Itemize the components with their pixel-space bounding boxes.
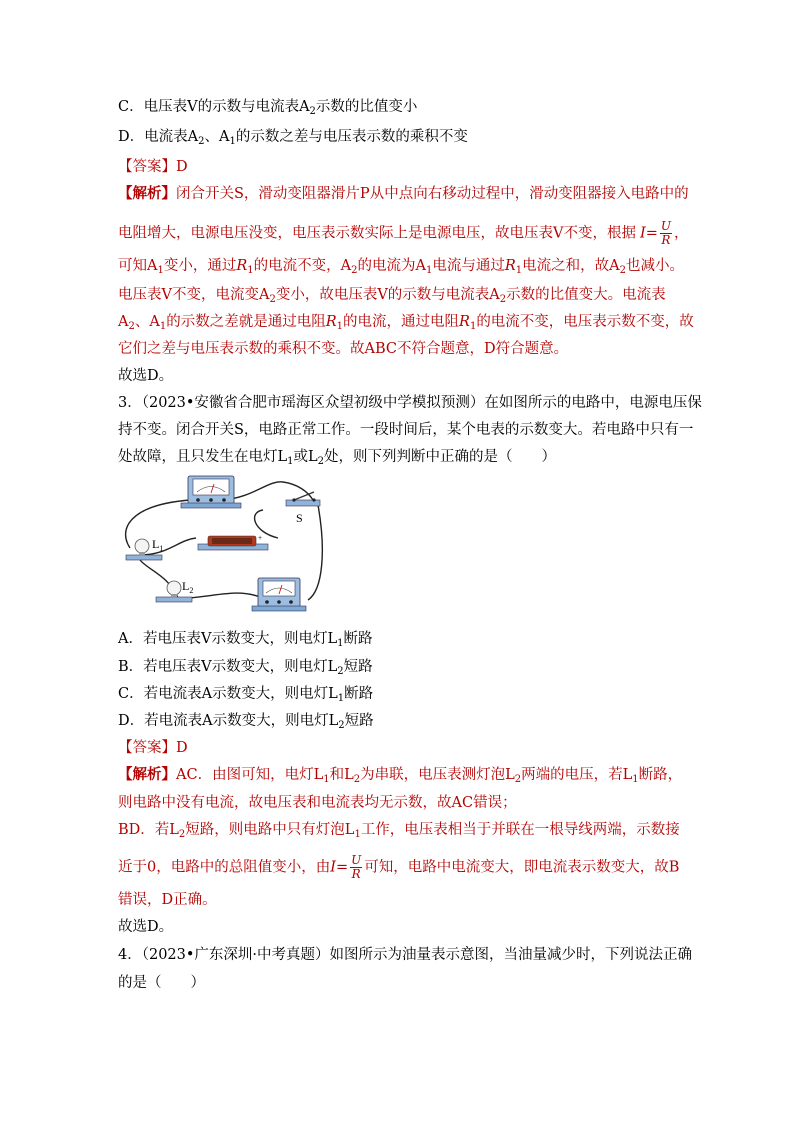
circuit-diagram xyxy=(118,470,328,615)
switch-label: S xyxy=(296,511,303,525)
q2-analysis-line-3: 可知$A_1$变小，通过$R_1$的电流不变，$A_2$的电流为$A_1$电流与通过$R_1$电流之和，故$A_2$也减小。 xyxy=(118,258,685,276)
q3-option-d: D．若电流表A示数变大，则电灯$L_2$短路 xyxy=(118,713,374,731)
q2-analysis-line-6: 它们之差与电压表示数的乘积不变。故ABC不符合题意，D符合题意。 xyxy=(118,341,569,357)
lamp-l1-label: $L_1$ xyxy=(152,537,164,553)
svg-text:+: + xyxy=(258,535,263,542)
battery xyxy=(198,535,268,550)
switch xyxy=(286,492,320,506)
q3-stem-line-1: 3．（2023•安徽省合肥市瑶海区众望初级中学模拟预测）在如图所示的电路中，电源电压保 xyxy=(118,395,702,411)
q2-choose: 故选D。 xyxy=(118,368,174,384)
q3-analysis-line-5: 错误，D正确。 xyxy=(118,892,217,908)
q3-analysis-line-4: 近于0，电路中的总阻值变小，由I= $\frac{U}{R}$ 可知，电路中电流变大，即电流表示数变大，故B xyxy=(118,853,680,881)
q3-stem-line-2: 持不变。闭合开关S，电路正常工作。一段时间后，某个电表的示数变大。若电路中只有一 xyxy=(118,422,694,438)
lamp-l2-label: $L_2$ xyxy=(182,579,194,595)
q4-stem-line-1: 4．（2023•广东深圳·中考真题）如图所示为油量表示意图，当油量减少时，下列说法正确 xyxy=(118,947,693,963)
q2-analysis-line-1: 【解析】闭合开关S，滑动变阻器滑片P从中点向右移动过程中，滑动变阻器接入电路中的 xyxy=(118,185,689,202)
q3-option-c: C．若电流表A示数变大，则电灯$L_1$断路 xyxy=(118,686,374,704)
q3-analysis-line-1: 【解析】AC．由图可知，电灯$L_1$和$L_2$为串联，电压表测灯泡$L_2$两端的电压，若$L_1$断路， xyxy=(118,766,683,785)
q3-choose: 故选D。 xyxy=(118,919,174,935)
q2-option-c: C．电压表V的示数与电流表$A_2$示数的比值变小 xyxy=(118,99,418,117)
q4-stem-line-2: 的是（ ） xyxy=(118,975,205,991)
q2-analysis-line-2: 电阻增大，电源电压没变，电压表示数实际上是电源电压，故电压表V不变，根据 I= $\frac{U}{R}$ ， xyxy=(118,219,689,247)
q3-answer: 【答案】D xyxy=(118,740,188,756)
q3-option-a: A．若电压表V示数变大，则电灯$L_1$断路 xyxy=(118,631,373,649)
q2-option-d: D．电流表$A_2$、$A_1$的示数之差与电压表示数的乘积不变 xyxy=(118,129,468,147)
q2-analysis-line-5: $A_2$、$A_1$的示数之差就是通过电阻$R_1$的电流，通过电阻$R_1$的电流不变，电压表示数不变，故 xyxy=(118,314,694,332)
q3-analysis-line-3: BD．若$L_2$短路，则电路中只有灯泡$L_1$工作，电压表相当于并联在一根导线两端，示数接 xyxy=(118,822,680,840)
q3-option-b: B．若电压表V示数变大，则电灯$L_2$短路 xyxy=(118,659,373,677)
q2-answer: 【答案】D xyxy=(118,159,188,175)
voltmeter xyxy=(181,476,241,508)
q3-analysis-line-2: 则电路中没有电流，故电压表和电流表均无示数，故AC错误； xyxy=(118,795,517,811)
q2-analysis-line-4: 电压表V不变，电流变$A_2$变小，故电压表V的示数与电流表$A_2$示数的比值变大。电流表 xyxy=(118,287,666,305)
q3-stem-line-3: 处故障，且只发生在电灯$L_1$或$L_2$处，则下列判断中正确的是（ ） xyxy=(118,449,557,467)
ammeter xyxy=(252,578,306,611)
